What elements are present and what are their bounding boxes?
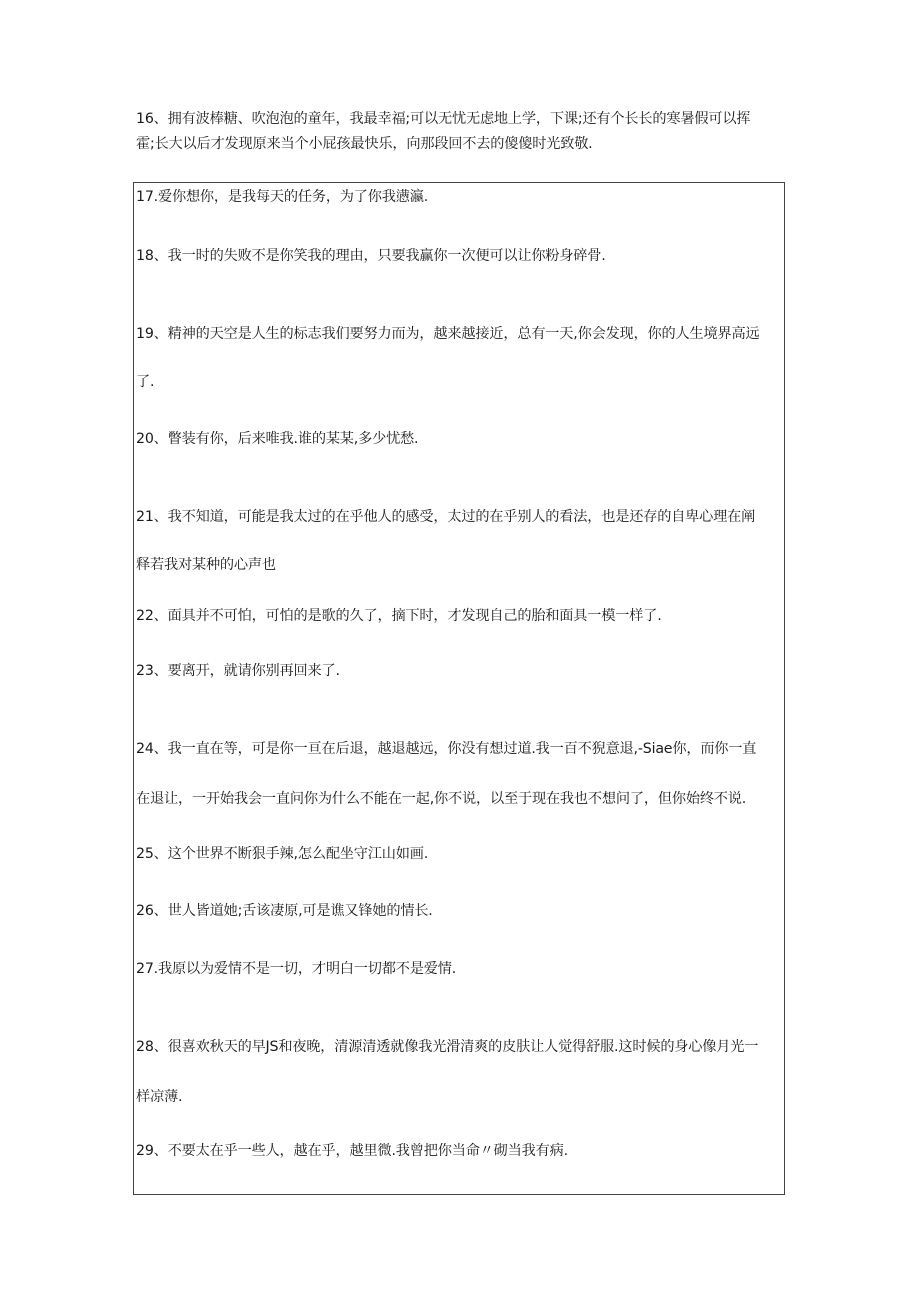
intro-line-2: 霍;长大以后才发现原来当个小屁孩最快乐，向那段回不去的傻傻时光致敬.	[136, 136, 593, 152]
quote-28-line-1: 28、很喜欢秋天的早JS和夜晚，清源清透就像我光滑清爽的皮肤让人觉得舒服.这时候的身心像月光一	[136, 1039, 759, 1055]
quote-21-line-1: 21、我不知道，可能是我太过的在乎他人的感受，太过的在乎别人的看法，也是还存的自卑心理在阐	[136, 509, 756, 525]
quote-29: 29、不要太在乎一些人，越在乎，越里微.我曾把你当命〃砌当我有病.	[136, 1143, 568, 1159]
quote-18: 18、我一时的失败不是你笑我的理由，只要我赢你一次便可以让你粉身碎骨.	[136, 248, 606, 264]
quote-17: 17.爱你想你，是我每天的任务，为了你我懑瀛.	[136, 189, 429, 205]
quote-26: 26、世人皆道她;舌该凄原,可是谯又锋她的情长.	[136, 903, 433, 919]
quote-27: 27.我原以为爱情不是一切，才明白一切都不是爱情.	[136, 961, 457, 977]
quote-22: 22、面具并不可怕，可怕的是歌的久了，摘下时，才发现自己的胎和面具一模一样了.	[136, 608, 662, 624]
quote-19-line-2: 了.	[136, 374, 155, 390]
quote-20: 20、瞥装有你，后来唯我.谁的某某,多少忧愁.	[136, 431, 419, 447]
intro-line-1: 16、拥有波棒糖、吹泡泡的童年，我最幸福;可以无忧无虑地上学，下课;还有个长长的寒暑假可以挥	[136, 111, 751, 127]
quote-28-line-2: 样凉薄.	[136, 1089, 183, 1105]
quote-24-line-1: 24、我一直在等，可是你一亘在后退，越退越远，你没有想过道.我一百不猊意退,-Siae你，而你一直	[136, 741, 757, 757]
quote-23: 23、要离开，就请你别再回来了.	[136, 663, 340, 679]
quote-25: 25、这个世界不断狠手辣,怎么配坐守江山如画.	[136, 846, 429, 862]
quote-24-line-2: 在退让，一开始我会一直问你为什么不能在一起,你不说，以至于现在我也不想问了，但你始终不说.	[136, 791, 747, 807]
quote-19-line-1: 19、精神的天空是人生的标志我们要努力而为，越来越接近，总有一天,你会发现，你的人生境界高远	[136, 326, 760, 342]
quote-21-line-2: 释若我对某种的心声也	[136, 557, 276, 573]
